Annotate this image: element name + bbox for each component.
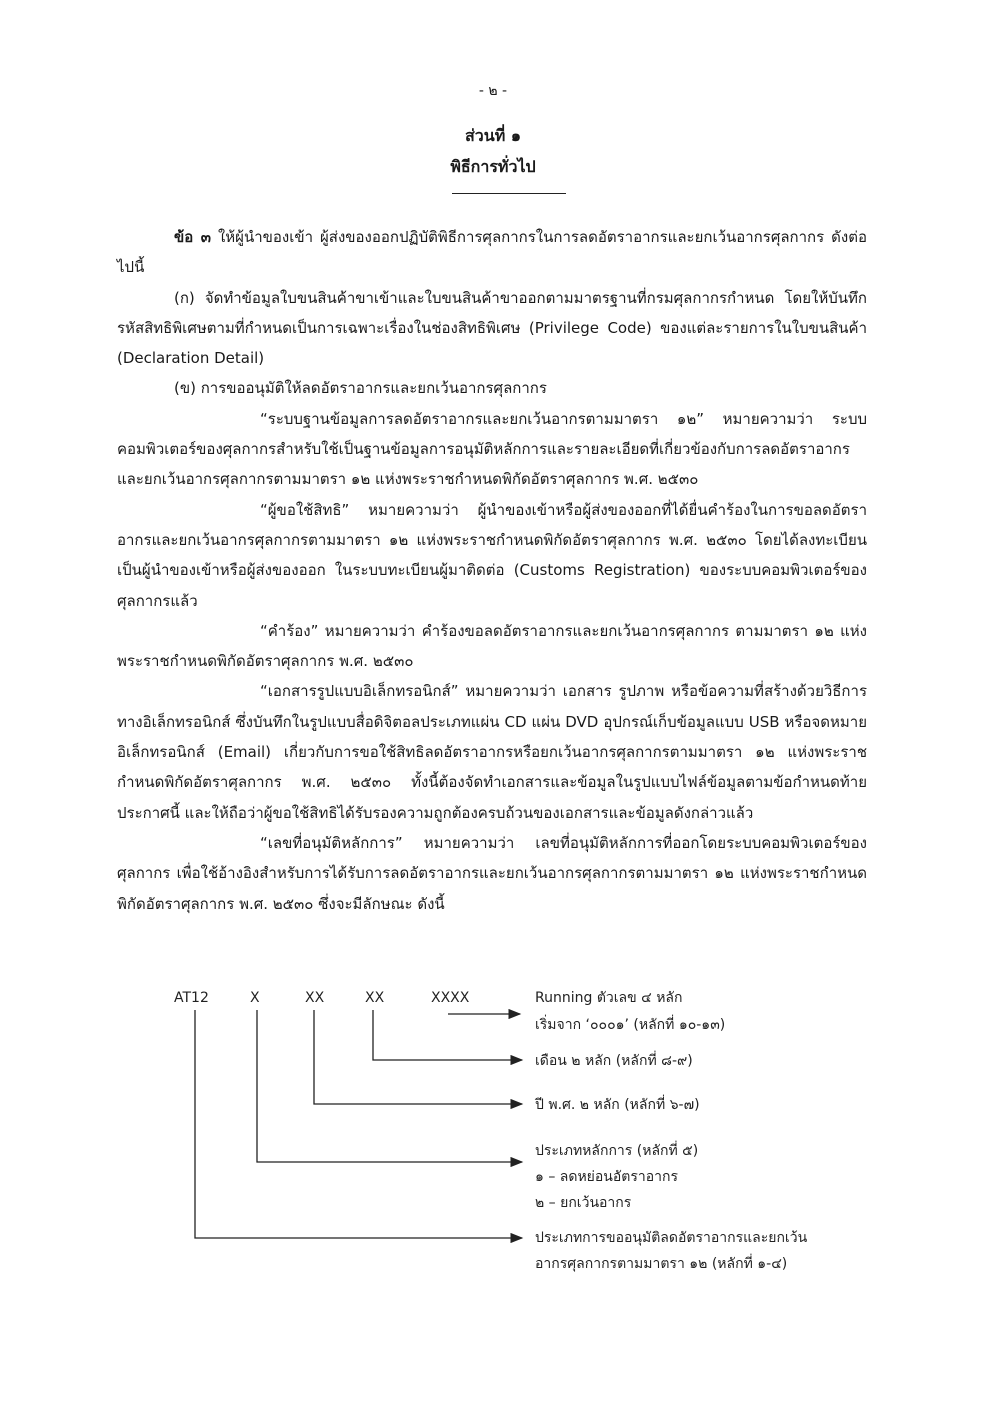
label-type-1: ประเภทหลักการ (หลักที่ ๕) — [535, 1143, 699, 1159]
paragraph-a: (ก) จัดทำข้อมูลใบขนสินค้าขาเข้าและใบขนสินค้าขาออกตามมาตรฐานที่กรมศุลกากรกำหนด โดยให้บันทึกรหัสสิทธิพิเศษตามที่กำหนดเป็นการเฉพาะเรื่องในช่องสิทธิพิเศษ (Privilege Code) ของแต่ละรายการในใบขนสินค้า (Declaration Detail) — [117, 288, 867, 368]
arrow-request-type — [195, 1010, 522, 1238]
arrow-year — [314, 1010, 522, 1104]
page-number: - ๒ - — [478, 83, 508, 99]
clause-3 — [117, 222, 867, 283]
arrow-month — [373, 1010, 522, 1060]
label-running-1: Running ตัวเลข ๔ หลัก — [535, 990, 683, 1006]
label-request-2: อากรศุลกากรตามมาตรา ๑๒ (หลักที่ ๑-๔) — [535, 1256, 788, 1272]
definition-request: “คำร้อง” หมายความว่า คำร้องขอลดอัตราอากรและยกเว้นอากรศุลกากร ตามมาตรา ๑๒ แห่งพระราชกำหนดพิกัดอัตราศุลกากร พ.ศ. ๒๕๓๐ — [117, 621, 867, 671]
definition-electronic-document: “เอกสารรูปแบบอิเล็กทรอนิกส์” หมายความว่า เอกสาร รูปภาพ หรือข้อความที่สร้างด้วยวิธีการทางอิเล็กทรอนิกส์ ซึ่งบันทึกในรูปแบบสื่อดิจิตอลประเภทแผ่น CD แผ่น DVD อุปกรณ์เก็บข้อมูลแบบ USB หรือจดหมายอิเล็กทรอนิกส์ (Email) เกี่ยวกับการขอใช้สิทธิลดอัตราอากรหรือยกเว้นอากรศุลกากรตามมาตรา ๑๒ แห่งพระราชกำหนดพิกัดอัตราศุลกากร พ.ศ. ๒๕๓๐ ทั้งนี้ต้องจัดทำเอกสารและข้อมูลในรูปแบบไฟล์ข้อมูลตามข้อกำหนดท้ายประกาศนี้ และให้ถือว่าผู้ขอใช้สิทธิได้รับรองความถูกต้องครบถ้วนของเอกสารและข้อมูลดังกล่าวแล้ว — [117, 682, 867, 822]
segment-type: X — [250, 990, 260, 1006]
label-running-2: เริ่มจาก ‘๐๐๐๑’ (หลักที่ ๑๐-๑๓) — [535, 1017, 726, 1033]
label-type-2: ๑ – ลดหย่อนอัตราอากร — [535, 1169, 679, 1185]
paragraph-b: (ข) การขออนุมัติให้ลดอัตราอากรและยกเว้นอากรศุลกากร — [174, 379, 547, 398]
clause-label: ข้อ ๓ — [174, 228, 211, 246]
label-request-1: ประเภทการขออนุมัติลดอัตราอากรและยกเว้น — [535, 1230, 808, 1246]
section-title: พิธีการทั่วไป — [450, 157, 536, 176]
body-text — [117, 222, 867, 919]
title-underline — [452, 193, 566, 194]
part-heading: ส่วนที่ ๑ — [465, 126, 521, 145]
clause-intro: ให้ผู้นำของเข้า ผู้ส่งของออกปฏิบัติพิธีการศุลกากรในการลดอัตราอากรและยกเว้นอากรศุลกากร ดังต่อไปนี้ — [117, 228, 867, 277]
label-year: ปี พ.ศ. ๒ หลัก (หลักที่ ๖-๗) — [535, 1097, 700, 1113]
definition-approval-number: “เลขที่อนุมัติหลักการ” หมายความว่า เลขที่อนุมัติหลักการที่ออกโดยระบบคอมพิวเตอร์ของศุลกากร เพื่อใช้อ้างอิงสำหรับการได้รับการลดอัตราอากรและยกเว้นอากรศุลกากรตามมาตรา ๑๒ แห่งพระราชกำหนดพิกัดอัตราศุลกากร พ.ศ. ๒๕๓๐ ซึ่งจะมีลักษณะ ดังนี้ — [117, 833, 867, 913]
label-month: เดือน ๒ หลัก (หลักที่ ๘-๙) — [535, 1053, 693, 1069]
segment-at12: AT12 — [174, 990, 209, 1006]
segment-year: XX — [305, 990, 325, 1006]
approval-number-diagram — [0, 980, 986, 1300]
arrow-type — [257, 1010, 522, 1162]
segment-running: XXXX — [431, 990, 470, 1006]
definition-applicant: “ผู้ขอใช้สิทธิ” หมายความว่า ผู้นำของเข้าหรือผู้ส่งของออกที่ได้ยื่นคำร้องในการขอลดอัตราอากรและยกเว้นอากรศุลกากรตามมาตรา ๑๒ แห่งพระราชกำหนดพิกัดอัตราศุลกากร พ.ศ. ๒๕๓๐ โดยได้ลงทะเบียนเป็นผู้นำของเข้าหรือผู้ส่งของออก ในระบบทะเบียนผู้มาติดต่อ (Customs Registration) ของระบบคอมพิวเตอร์ของศุลกากรแล้ว — [117, 500, 867, 610]
label-type-3: ๒ – ยกเว้นอากร — [535, 1195, 632, 1211]
segment-month: XX — [365, 990, 385, 1006]
definition-database: “ระบบฐานข้อมูลการลดอัตราอากรและยกเว้นอากรตามมาตรา ๑๒” หมายความว่า ระบบคอมพิวเตอร์ของศุลกากรสำหรับใช้เป็นฐานข้อมูลการอนุมัติหลักการและรายละเอียดที่เกี่ยวข้องกับการลดอัตราอากรและยกเว้นอากรศุลกากรตามมาตรา ๑๒ แห่งพระราชกำหนดพิกัดอัตราศุลกากร พ.ศ. ๒๕๓๐ — [117, 409, 867, 489]
